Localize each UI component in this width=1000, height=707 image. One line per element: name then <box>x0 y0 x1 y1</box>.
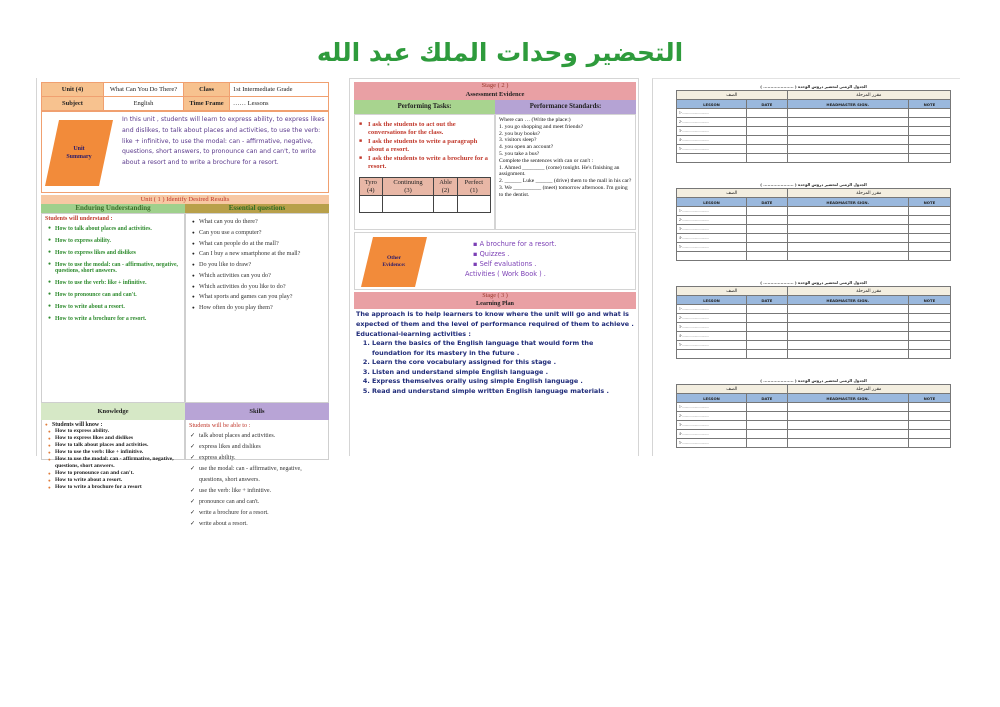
table-row <box>677 323 951 332</box>
list-item: ▪ Self evaluations . <box>473 260 537 268</box>
list-item: ● How to use the modal: can - affirmative, negative, questions, short answers. <box>48 456 181 470</box>
schedule-sheet <box>676 83 951 163</box>
table-row <box>677 118 951 127</box>
headmaster-sign-cell[interactable] <box>787 403 908 412</box>
essential-questions-list <box>186 214 328 312</box>
plan-list <box>356 339 634 397</box>
list-item: ● How to use the verb: like + infinitive. <box>48 280 181 286</box>
enduring-understanding-title: Enduring Understanding <box>41 204 185 213</box>
list-item: ✓ write about a resort. <box>190 519 325 530</box>
table-row <box>677 189 951 198</box>
table-row <box>677 439 951 448</box>
lesson-cell: 1-.............................. <box>677 305 747 314</box>
class-label: Class <box>184 83 230 97</box>
headmaster-sign-cell[interactable] <box>787 332 908 341</box>
date-cell[interactable] <box>747 439 788 448</box>
lesson-cell: 4-.............................. <box>677 136 747 145</box>
enduring-list <box>42 224 184 323</box>
table-row <box>677 350 951 359</box>
class-label-cell: الصف <box>677 189 788 198</box>
unit-summary-box <box>41 111 329 193</box>
rubric-cell <box>360 196 383 213</box>
table-row <box>677 207 951 216</box>
standards-sentence: 2. ______ Luke ______ (drive) them to the mall in his car? <box>499 178 632 185</box>
list-item: ● How often do you play them? <box>192 305 325 312</box>
list-item: ● How to use the verb: like + infinitive. <box>48 449 181 456</box>
headmaster-sign-cell[interactable] <box>787 136 908 145</box>
date-cell[interactable] <box>747 216 788 225</box>
lesson-cell: 5-.............................. <box>677 145 747 154</box>
list-item: ● How to express ability. <box>48 238 181 244</box>
lesson-cell: 2-.............................. <box>677 314 747 323</box>
skills-title: Skills <box>185 403 329 420</box>
other-evidence-tag-line1: Other <box>386 255 402 261</box>
rubric-score: (3) <box>404 186 412 194</box>
knowledge-list <box>42 428 184 491</box>
standards-question: 2. you buy books? <box>499 130 541 137</box>
table-row <box>677 421 951 430</box>
lesson-cell: 5-.............................. <box>677 341 747 350</box>
list-item: ● How to pronounce can and can't. <box>48 292 181 298</box>
lesson-cell: 3-.............................. <box>677 421 747 430</box>
stage-label-cell: مقرر المرحلة <box>787 91 950 100</box>
stage3-title: Learning Plan <box>476 300 514 307</box>
list-item: ● What can people do at the mall? <box>192 241 325 248</box>
note-cell[interactable] <box>908 216 950 225</box>
table-row <box>677 412 951 421</box>
schedule-table <box>676 384 951 448</box>
lesson-cell: 3-.............................. <box>677 225 747 234</box>
class-label-cell: الصف <box>677 385 788 394</box>
table-row <box>677 314 951 323</box>
rubric-score: (2) <box>441 186 450 194</box>
list-item: ✓ pronounce can and can't. <box>190 497 325 508</box>
lesson-cell: 2-.............................. <box>677 216 747 225</box>
rubric-table <box>359 177 491 213</box>
stage2-label: Stage ( 2 ) <box>481 82 509 89</box>
list-item: ● Can I buy a new smartphone at the mall? <box>192 251 325 258</box>
date-cell[interactable] <box>747 118 788 127</box>
date-cell[interactable] <box>747 154 788 163</box>
timeframe-label: Time Frame <box>184 97 230 111</box>
column-header: DATE <box>747 394 788 403</box>
stage3-header <box>354 292 636 309</box>
note-cell[interactable] <box>908 350 950 359</box>
table-row <box>677 145 951 154</box>
note-cell[interactable] <box>908 341 950 350</box>
note-cell[interactable] <box>908 439 950 448</box>
headmaster-sign-cell[interactable] <box>787 412 908 421</box>
standards-intro: Where can … (Write the place:) <box>499 117 571 123</box>
list-item: ■ I ask the students to act out the conversations for the class. <box>359 121 490 137</box>
table-row <box>677 332 951 341</box>
knowledge-title: Knowledge <box>41 403 185 420</box>
list-item: ● How to express likes and dislikes <box>48 250 181 256</box>
note-cell[interactable] <box>908 225 950 234</box>
standards-sentence: 1. Ahmed ________ (come) tonight. He's finishing an assignment. <box>499 164 620 178</box>
list-item: ■ I ask the students to write a brochure for a resort. <box>359 155 490 171</box>
list-item: ● Which activities do you like to do? <box>192 284 325 291</box>
sheet-title: الجدول الزمني لتحضير دروس الوحدة ( ..................... ) <box>760 84 867 89</box>
list-item: ● How to write a brochure for a resort <box>48 484 181 491</box>
subject-value: English <box>104 97 184 111</box>
list-item: ● How to write a brochure for a resort. <box>48 316 181 322</box>
list-item: 3. Listen and understand simple English language . <box>372 368 634 378</box>
rubric-label: Able <box>439 179 452 186</box>
standards-question: 4. you open an account? <box>499 144 554 151</box>
date-cell[interactable] <box>747 127 788 136</box>
headmaster-sign-cell[interactable] <box>787 305 908 314</box>
unit-header-table <box>41 82 329 111</box>
date-cell[interactable] <box>747 207 788 216</box>
column-header: HEADMASTER SIGN. <box>787 198 908 207</box>
sheet-title: الجدول الزمني لتحضير دروس الوحدة ( ..................... ) <box>760 378 867 383</box>
list-item: ✓ use the verb: like + infinitive. <box>190 486 325 497</box>
list-item: ● Can you use a computer? <box>192 230 325 237</box>
timeframe-value: …… Lessons <box>230 97 329 111</box>
list-item: ✓ express ability. <box>190 453 325 464</box>
rubric-label: Perfect <box>464 179 484 186</box>
standards-question: 5. you take a bus? <box>499 150 540 157</box>
list-item-text: A brochure for a resort. <box>479 240 557 248</box>
column-header: HEADMASTER SIGN. <box>787 100 908 109</box>
enduring-heading: Students will understand : <box>45 216 113 222</box>
unit-summary-text: In this unit , students will learn to express ability, to express likes and dislikes, to talk about places and activities, to use the verb: like + infinitive, to use the modal: can - affirmative, negative, questions, short answers, to pronounce can and can't, to write about a resort and to write a brochure for a resort. <box>122 116 325 167</box>
date-cell[interactable] <box>747 136 788 145</box>
unit-summary-tag-line1: Unit <box>73 146 85 152</box>
stage2-header <box>354 82 636 100</box>
list-item: ● How to pronounce can and can't. <box>48 470 181 477</box>
knowledge-box <box>41 420 185 490</box>
date-cell[interactable] <box>747 323 788 332</box>
essential-questions-box <box>185 213 329 403</box>
note-cell[interactable] <box>908 412 950 421</box>
performing-tasks-title: Performing Tasks: <box>354 100 495 114</box>
note-cell[interactable] <box>908 252 950 261</box>
rubric-header <box>360 178 383 196</box>
schedule-sheet <box>676 279 951 359</box>
table-row <box>677 216 951 225</box>
list-item: ✓ use the modal: can - affirmative, negative, questions, short answers. <box>190 464 325 486</box>
headmaster-sign-cell[interactable] <box>787 323 908 332</box>
lesson-cell: 3-.............................. <box>677 323 747 332</box>
list-item: ✓ talk about places and activities. <box>190 431 325 442</box>
headmaster-sign-cell[interactable] <box>787 154 908 163</box>
table-row <box>677 127 951 136</box>
schedule-table <box>676 286 951 359</box>
other-evidence-tag-shape <box>361 237 427 287</box>
skills-heading: Students will be able to : <box>189 422 251 429</box>
essential-questions-title: Essential questions <box>185 204 329 213</box>
list-item: ● How to talk about places and activities. <box>48 442 181 449</box>
note-cell[interactable] <box>908 234 950 243</box>
list-item: ■ I ask the students to write a paragraph about a resort. <box>359 138 490 154</box>
headmaster-sign-cell[interactable] <box>787 127 908 136</box>
date-cell[interactable] <box>747 430 788 439</box>
note-cell[interactable] <box>908 430 950 439</box>
list-item-text: Self evaluations . <box>479 260 537 268</box>
note-cell[interactable] <box>908 421 950 430</box>
list-item-text: Quizzes . <box>479 250 510 258</box>
unit-summary-tag-line2: Summary <box>66 154 92 160</box>
table-row <box>677 109 951 118</box>
lesson-cell: 4-.............................. <box>677 430 747 439</box>
list-item: ● What can you do there? <box>192 219 325 226</box>
headmaster-sign-cell[interactable] <box>787 341 908 350</box>
lesson-cell: 1-.............................. <box>677 109 747 118</box>
column-header: NOTE <box>908 296 950 305</box>
column-header: LESSON <box>677 296 747 305</box>
column-header: HEADMASTER SIGN. <box>787 394 908 403</box>
page-title: التحضير وحدات الملك عبد الله <box>316 38 684 67</box>
date-cell[interactable] <box>747 421 788 430</box>
list-item: ● What sports and games can you play? <box>192 294 325 301</box>
table-row <box>677 225 951 234</box>
note-cell[interactable] <box>908 323 950 332</box>
headmaster-sign-cell[interactable] <box>787 350 908 359</box>
other-evidence-box <box>354 232 636 290</box>
date-cell[interactable] <box>747 234 788 243</box>
date-cell[interactable] <box>747 314 788 323</box>
headmaster-sign-cell[interactable] <box>787 430 908 439</box>
unit-summary-tag-shape <box>45 120 113 186</box>
other-evidence-extra: Activities ( Work Book ) . <box>465 270 546 278</box>
headmaster-sign-cell[interactable] <box>787 109 908 118</box>
lesson-cell: 2-.............................. <box>677 412 747 421</box>
headmaster-sign-cell[interactable] <box>787 421 908 430</box>
rubric-header <box>382 178 434 196</box>
date-cell[interactable] <box>747 145 788 154</box>
stage-label-cell: مقرر المرحلة <box>787 189 950 198</box>
rubric-score: (4) <box>366 186 375 194</box>
list-item: ● How to talk about places and activities. <box>48 226 181 232</box>
column-header: LESSON <box>677 198 747 207</box>
headmaster-sign-cell[interactable] <box>787 234 908 243</box>
table-row <box>677 403 951 412</box>
unit-name: What Can You Do There? <box>104 83 184 97</box>
note-cell[interactable] <box>908 332 950 341</box>
tasks-list <box>355 115 494 171</box>
table-header-row <box>677 296 951 305</box>
list-item: ▪ Quizzes . <box>473 250 510 258</box>
skills-box <box>185 420 329 527</box>
standards-question: 1. you go shopping and meet friends? <box>499 123 584 130</box>
date-cell[interactable] <box>747 412 788 421</box>
headmaster-sign-cell[interactable] <box>787 216 908 225</box>
list-item: ● Do you like to draw? <box>192 262 325 269</box>
rubric-label: Continuing <box>393 179 423 186</box>
lesson-cell <box>677 154 747 163</box>
lesson-cell: 4-.............................. <box>677 234 747 243</box>
column-header: LESSON <box>677 100 747 109</box>
list-item: ● How to write about a resort. <box>48 304 181 310</box>
list-item: ✓ write a brochure for a resort. <box>190 508 325 519</box>
table-row <box>677 430 951 439</box>
lesson-cell: 1-.............................. <box>677 207 747 216</box>
date-cell[interactable] <box>747 403 788 412</box>
note-cell[interactable] <box>908 109 950 118</box>
knowledge-heading: ● Students will know : <box>42 420 184 428</box>
list-item: ● How to express ability. <box>48 428 181 435</box>
note-cell[interactable] <box>908 305 950 314</box>
date-cell[interactable] <box>747 350 788 359</box>
schedule-table <box>676 188 951 261</box>
table-row <box>677 234 951 243</box>
table-row <box>677 91 951 100</box>
rubric-cell <box>434 196 457 213</box>
headmaster-sign-cell[interactable] <box>787 207 908 216</box>
skills-list <box>186 431 328 530</box>
headmaster-sign-cell[interactable] <box>787 439 908 448</box>
rubric-header <box>457 178 490 196</box>
table-row <box>677 305 951 314</box>
column-header: HEADMASTER SIGN. <box>787 296 908 305</box>
list-item: 4. Express themselves orally using simple English language . <box>372 377 634 387</box>
column-header: NOTE <box>908 198 950 207</box>
table-header-row <box>677 100 951 109</box>
list-item: ● Which activities can you do? <box>192 273 325 280</box>
schedule-page <box>652 78 960 456</box>
lesson-cell: 1-.............................. <box>677 403 747 412</box>
lesson-cell: 4-.............................. <box>677 332 747 341</box>
date-cell[interactable] <box>747 341 788 350</box>
table-row <box>677 136 951 145</box>
column-header: DATE <box>747 100 788 109</box>
table-row <box>677 341 951 350</box>
performance-standards-box <box>495 114 636 230</box>
note-cell[interactable] <box>908 154 950 163</box>
note-cell[interactable] <box>908 118 950 127</box>
column-header: DATE <box>747 296 788 305</box>
stage3-label: Stage ( 3 ) <box>482 292 508 299</box>
class-value: 1st Intermediate Grade <box>230 83 329 97</box>
headmaster-sign-cell[interactable] <box>787 225 908 234</box>
assessment-page <box>349 78 639 456</box>
rubric-label: Tyro <box>364 179 377 186</box>
table-row <box>677 243 951 252</box>
date-cell[interactable] <box>747 225 788 234</box>
date-cell[interactable] <box>747 305 788 314</box>
stage-label-cell: مقرر المرحلة <box>787 385 950 394</box>
column-header: LESSON <box>677 394 747 403</box>
schedule-sheet <box>676 181 951 261</box>
enduring-understanding-box <box>41 213 185 403</box>
class-label-cell: الصف <box>677 287 788 296</box>
table-row <box>677 154 951 163</box>
performing-tasks-box <box>354 114 495 230</box>
list-item: ✓ express likes and dislikes <box>190 442 325 453</box>
list-item: 2. Learn the core vocabulary assigned for this stage . <box>372 358 634 368</box>
headmaster-sign-cell[interactable] <box>787 145 908 154</box>
date-cell[interactable] <box>747 332 788 341</box>
date-cell[interactable] <box>747 252 788 261</box>
list-item: 5. Read and understand simple written English language materials . <box>372 387 634 397</box>
note-cell[interactable] <box>908 207 950 216</box>
lesson-cell: 5-.............................. <box>677 439 747 448</box>
lesson-cell: 2-.............................. <box>677 118 747 127</box>
headmaster-sign-cell[interactable] <box>787 118 908 127</box>
list-item: 1. Learn the basics of the English language that would form the foundation for its mastery in the future . <box>372 339 634 358</box>
class-label-cell: الصف <box>677 91 788 100</box>
stage2-title: Assessment Evidence <box>465 90 525 98</box>
headmaster-sign-cell[interactable] <box>787 243 908 252</box>
note-cell[interactable] <box>908 403 950 412</box>
plan-heading: Educational-learning activities : <box>356 330 471 338</box>
standards-sentence: 3. We __________ (meet) tomorrow afternoon. I'm going to the dentist. <box>499 184 628 198</box>
lesson-cell: 5-.............................. <box>677 243 747 252</box>
lesson-cell <box>677 350 747 359</box>
date-cell[interactable] <box>747 109 788 118</box>
note-cell[interactable] <box>908 136 950 145</box>
list-item: ● How to use the modal: can - affirmative, negative, questions, short answers. <box>48 262 181 275</box>
rubric-cell <box>457 196 490 213</box>
note-cell[interactable] <box>908 314 950 323</box>
rubric-header <box>434 178 457 196</box>
standards-complete-heading: Complete the sentences with can or can't : <box>499 157 594 164</box>
subject-label: Subject <box>42 97 104 111</box>
headmaster-sign-cell[interactable] <box>787 314 908 323</box>
date-cell[interactable] <box>747 243 788 252</box>
sheet-title: الجدول الزمني لتحضير دروس الوحدة ( ..................... ) <box>760 182 867 187</box>
lesson-cell: 3-.............................. <box>677 127 747 136</box>
schedule-sheet <box>676 377 951 448</box>
unit-plan-page <box>36 78 330 527</box>
headmaster-sign-cell[interactable] <box>787 252 908 261</box>
column-header: DATE <box>747 198 788 207</box>
column-header: NOTE <box>908 100 950 109</box>
performance-standards-title: Performance Standards: <box>495 100 636 114</box>
list-item: ▪ A brochure for a resort. <box>473 240 557 248</box>
learning-plan <box>354 309 636 397</box>
list-item: ● How to express likes and dislikes <box>48 435 181 442</box>
stage1-title: Unit ( 1 ) Identify Desired Results <box>41 195 329 204</box>
table-header-row <box>677 394 951 403</box>
other-evidence-list <box>465 239 557 279</box>
lesson-cell <box>677 252 747 261</box>
table-row <box>677 287 951 296</box>
standards-question: 3. visitors sleep? <box>499 137 537 144</box>
column-header: NOTE <box>908 394 950 403</box>
unit-label: Unit (4) <box>42 83 104 97</box>
plan-intro: The approach is to help learners to know where the unit will go and what is expected of them and the level of performance required of them to achieve . <box>356 310 634 328</box>
list-item: ● How to write about a resort. <box>48 477 181 484</box>
other-evidence-tag-line2: Evidence: <box>382 262 406 268</box>
note-cell[interactable] <box>908 145 950 154</box>
table-header-row <box>677 198 951 207</box>
note-cell[interactable] <box>908 127 950 136</box>
stage-label-cell: مقرر المرحلة <box>787 287 950 296</box>
note-cell[interactable] <box>908 243 950 252</box>
table-row <box>677 385 951 394</box>
schedule-table <box>676 90 951 163</box>
sheet-title: الجدول الزمني لتحضير دروس الوحدة ( ..................... ) <box>760 280 867 285</box>
table-row <box>677 252 951 261</box>
rubric-cell <box>382 196 434 213</box>
rubric-score: (1) <box>470 186 478 194</box>
